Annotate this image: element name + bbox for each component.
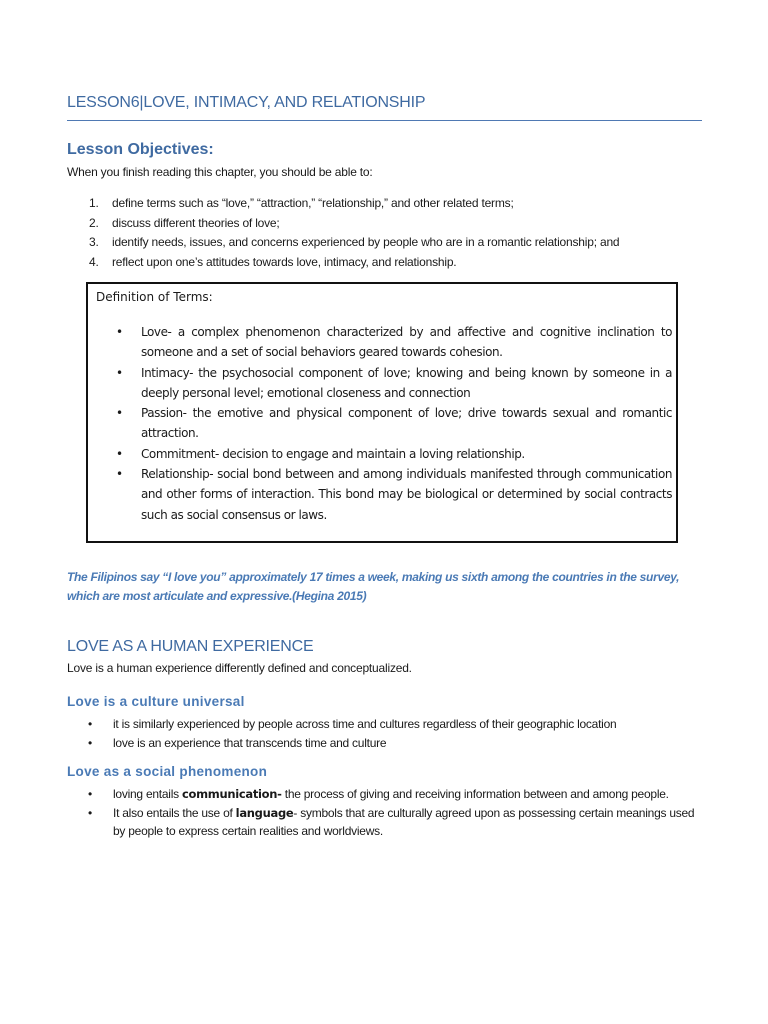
social-phenomenon-list [88, 785, 703, 841]
term-language: language [235, 805, 294, 820]
objective-number: 1. [89, 196, 99, 210]
list-item [88, 734, 703, 753]
highlight-quote: The Filipinos say “I love you” approximately 17 times a week, making us sixth among the countries in the survey, which are most articulate and expressive.(Hegina 2015) [67, 570, 680, 603]
bullet-icon: • [88, 805, 92, 820]
definition-item [116, 403, 672, 444]
objective-text: identify needs, issues, and concerns experienced by people who are in a romantic relationship; and [112, 235, 620, 249]
bullet-icon: • [88, 787, 92, 801]
list-item [88, 804, 703, 841]
list-item-text: love is an experience that transcends time and culture [113, 735, 387, 750]
definitions-list [116, 322, 672, 525]
definition-text: Love- a complex phenomenon characterized by and affective and cognitive inclination to someone and a set of social behaviors geared towards cohesion. [141, 325, 672, 360]
list-item-text-before: loving entails [113, 787, 182, 801]
bullet-icon: • [116, 446, 123, 461]
list-item [88, 715, 703, 734]
objective-number: 3. [89, 235, 99, 249]
definitions-heading: Definition of Terms: [96, 290, 213, 304]
definition-text: Commitment- decision to engage and maintain a loving relationship. [141, 446, 525, 461]
bullet-icon: • [88, 735, 92, 750]
objective-item [67, 255, 619, 275]
objective-text: reflect upon one’s attitudes towards love, intimacy, and relationship. [112, 254, 457, 269]
objectives-list [67, 196, 619, 274]
bullet-icon: • [88, 717, 92, 731]
social-phenomenon-heading: Love as a social phenomenon [67, 764, 268, 779]
section-title: LOVE AS A HUMAN EXPERIENCE [67, 638, 314, 655]
title-divider [67, 120, 702, 121]
bullet-icon: • [116, 325, 123, 339]
term-communication: communication- [181, 787, 282, 801]
objectives-heading: Lesson Objectives: [67, 141, 214, 158]
bullet-icon: • [116, 467, 123, 482]
definition-text: Relationship- social bond between and among individuals manifested through communication and other forms of interaction. This bond may be biological or determined by social contracts such as social consensus or laws. [141, 467, 672, 522]
bullet-icon: • [116, 406, 123, 421]
definition-item [116, 322, 672, 363]
definition-text: Passion- the emotive and physical component of love; drive towards sexual and romantic attraction. [141, 406, 672, 441]
definition-item [116, 464, 672, 525]
objectives-intro: When you finish reading this chapter, you should be able to: [67, 165, 373, 179]
culture-universal-list [88, 715, 703, 752]
list-item-text-after: - symbols that are culturally agreed upon as possessing certain meanings used by people to express certain realities and worldviews. [113, 805, 695, 838]
culture-universal-heading: Love is a culture universal [67, 694, 245, 709]
definition-item [116, 363, 672, 404]
objective-number: 2. [89, 215, 99, 230]
list-item [88, 785, 703, 804]
section-intro: Love is a human experience differently defined and conceptualized. [67, 661, 412, 675]
bullet-icon: • [116, 365, 123, 380]
objective-number: 4. [89, 254, 99, 269]
definition-item [116, 444, 672, 464]
objective-item [67, 196, 619, 216]
list-item-text: it is similarly experienced by people across time and cultures regardless of their geographic location [113, 717, 617, 731]
list-item-text-before: It also entails the use of [113, 805, 236, 820]
definition-text: Intimacy- the psychosocial component of love; knowing and being known by someone in a deeply personal level; emotional closeness and connection [141, 365, 672, 400]
lesson-title: LESSON6|LOVE, INTIMACY, AND RELATIONSHIP [67, 94, 426, 111]
objective-text: define terms such as “love,” “attraction,” “relationship,” and other related terms; [112, 196, 514, 210]
list-item-text-after: the process of giving and receiving information between and among people. [281, 787, 669, 801]
objective-text: discuss different theories of love; [112, 215, 280, 230]
objective-item [67, 216, 619, 236]
objective-item [67, 235, 619, 255]
